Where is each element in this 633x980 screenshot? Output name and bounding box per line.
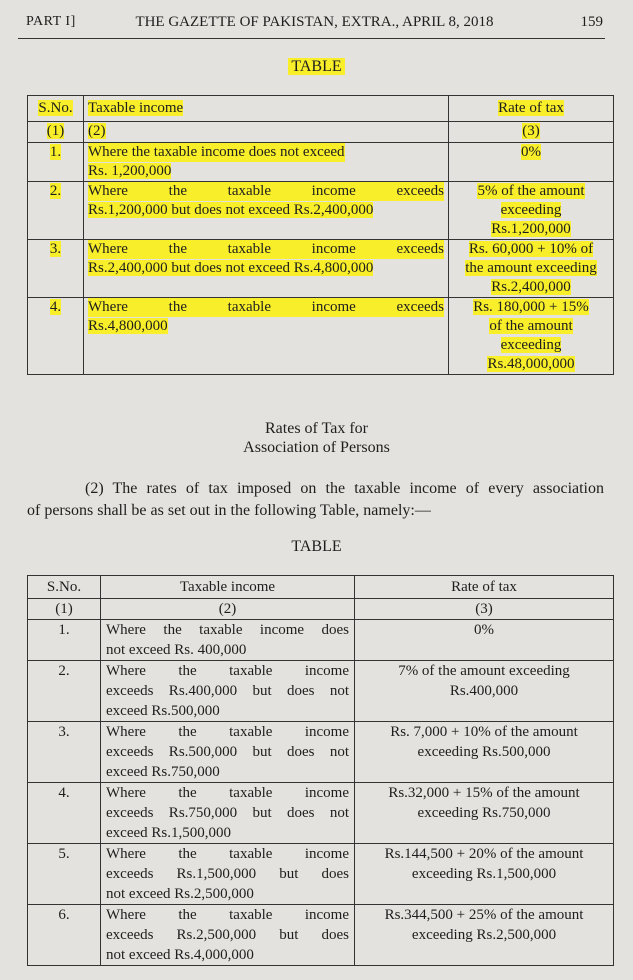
row-sno: 1. bbox=[28, 620, 101, 661]
section-heading-line1: Rates of Tax for bbox=[265, 420, 368, 437]
row-sno: 6. bbox=[28, 905, 101, 966]
table2-title: TABLE bbox=[291, 538, 342, 555]
tax-table-individuals bbox=[27, 95, 614, 375]
table-header-row bbox=[28, 576, 614, 599]
header-rule bbox=[18, 38, 605, 39]
row-income: Where the taxable income exceeds Rs.1,500,000 but does not exceed Rs.2,500,000 bbox=[101, 844, 355, 905]
table-row bbox=[28, 298, 614, 375]
row-rate: Rs.344,500 + 25% of the amount exceeding Rs.2,500,000 bbox=[355, 905, 614, 966]
table-row bbox=[28, 240, 614, 298]
col-header-sno: S.No. bbox=[28, 576, 101, 599]
section-paragraph: (2) The rates of tax imposed on the taxable income of every association of persons shall be as set out in the following Table, namely:— bbox=[27, 480, 604, 519]
row-rate: Rs.144,500 + 20% of the amount exceeding Rs.1,500,000 bbox=[355, 844, 614, 905]
table-row bbox=[28, 783, 614, 844]
table-row bbox=[28, 905, 614, 966]
page-number: 159 bbox=[580, 14, 603, 30]
row-rate: 7% of the amount exceeding Rs.400,000 bbox=[355, 661, 614, 722]
row-rate: Rs. 7,000 + 10% of the amount exceeding Rs.500,000 bbox=[355, 722, 614, 783]
col-number-2: (2) bbox=[84, 122, 449, 143]
row-rate: 0% bbox=[355, 620, 614, 661]
col-number-3: (3) bbox=[449, 122, 614, 143]
row-rate: Rs. 180,000 + 15% of the amount exceeding Rs.48,000,000 bbox=[449, 298, 614, 375]
column-number-row bbox=[28, 599, 614, 620]
row-income: Where the taxable income exceeds Rs.750,000 but does not exceed Rs.1,500,000 bbox=[101, 783, 355, 844]
row-income: Where the taxable income exceeds Rs.2,400,000 but does not exceed Rs.4,800,000 bbox=[84, 240, 449, 298]
row-income: Where the taxable income exceeds Rs.2,500,000 but does not exceed Rs.4,000,000 bbox=[101, 905, 355, 966]
row-sno: 3. bbox=[28, 240, 84, 298]
col-number-3: (3) bbox=[355, 599, 614, 620]
table-row bbox=[28, 182, 614, 240]
tax-table-aop bbox=[27, 575, 614, 966]
col-header-rate: Rate of tax bbox=[449, 96, 614, 122]
page-header bbox=[26, 14, 603, 36]
row-rate: 0% bbox=[449, 143, 614, 182]
col-header-income: Taxable income bbox=[101, 576, 355, 599]
col-header-rate: Rate of tax bbox=[355, 576, 614, 599]
row-income: Where the taxable income exceeds Rs.1,200,000 but does not exceed Rs.2,400,000 bbox=[84, 182, 449, 240]
row-sno: 2. bbox=[28, 661, 101, 722]
section-heading-line2: Association of Persons bbox=[243, 439, 390, 456]
col-header-sno: S.No. bbox=[28, 96, 84, 122]
row-sno: 3. bbox=[28, 722, 101, 783]
table1-title: TABLE bbox=[0, 58, 633, 76]
column-number-row bbox=[28, 122, 614, 143]
row-sno: 4. bbox=[28, 298, 84, 375]
table-header-row bbox=[28, 96, 614, 122]
table-row bbox=[28, 661, 614, 722]
col-header-income: Taxable income bbox=[84, 96, 449, 122]
row-sno: 2. bbox=[28, 182, 84, 240]
row-sno: 1. bbox=[28, 143, 84, 182]
row-rate: 5% of the amount exceeding Rs.1,200,000 bbox=[449, 182, 614, 240]
table-row bbox=[28, 143, 614, 182]
row-income: Where the taxable income does not exceed Rs. 1,200,000 bbox=[84, 143, 449, 182]
row-rate: Rs. 60,000 + 10% of the amount exceeding Rs.2,400,000 bbox=[449, 240, 614, 298]
row-sno: 4. bbox=[28, 783, 101, 844]
row-sno: 5. bbox=[28, 844, 101, 905]
row-rate: Rs.32,000 + 15% of the amount exceeding Rs.750,000 bbox=[355, 783, 614, 844]
col-number-1: (1) bbox=[28, 122, 84, 143]
table-row bbox=[28, 844, 614, 905]
row-income: Where the taxable income exceeds Rs.4,800,000 bbox=[84, 298, 449, 375]
table-row bbox=[28, 722, 614, 783]
header-part: PART I] bbox=[26, 14, 76, 29]
table-row bbox=[28, 620, 614, 661]
col-number-2: (2) bbox=[101, 599, 355, 620]
row-income: Where the taxable income does not exceed Rs. 400,000 bbox=[101, 620, 355, 661]
col-number-1: (1) bbox=[28, 599, 101, 620]
row-income: Where the taxable income exceeds Rs.400,000 but does not exceed Rs.500,000 bbox=[101, 661, 355, 722]
row-income: Where the taxable income exceeds Rs.500,000 but does not exceed Rs.750,000 bbox=[101, 722, 355, 783]
header-title: THE GAZETTE OF PAKISTAN, EXTRA., APRIL 8, 2018 bbox=[135, 14, 494, 30]
